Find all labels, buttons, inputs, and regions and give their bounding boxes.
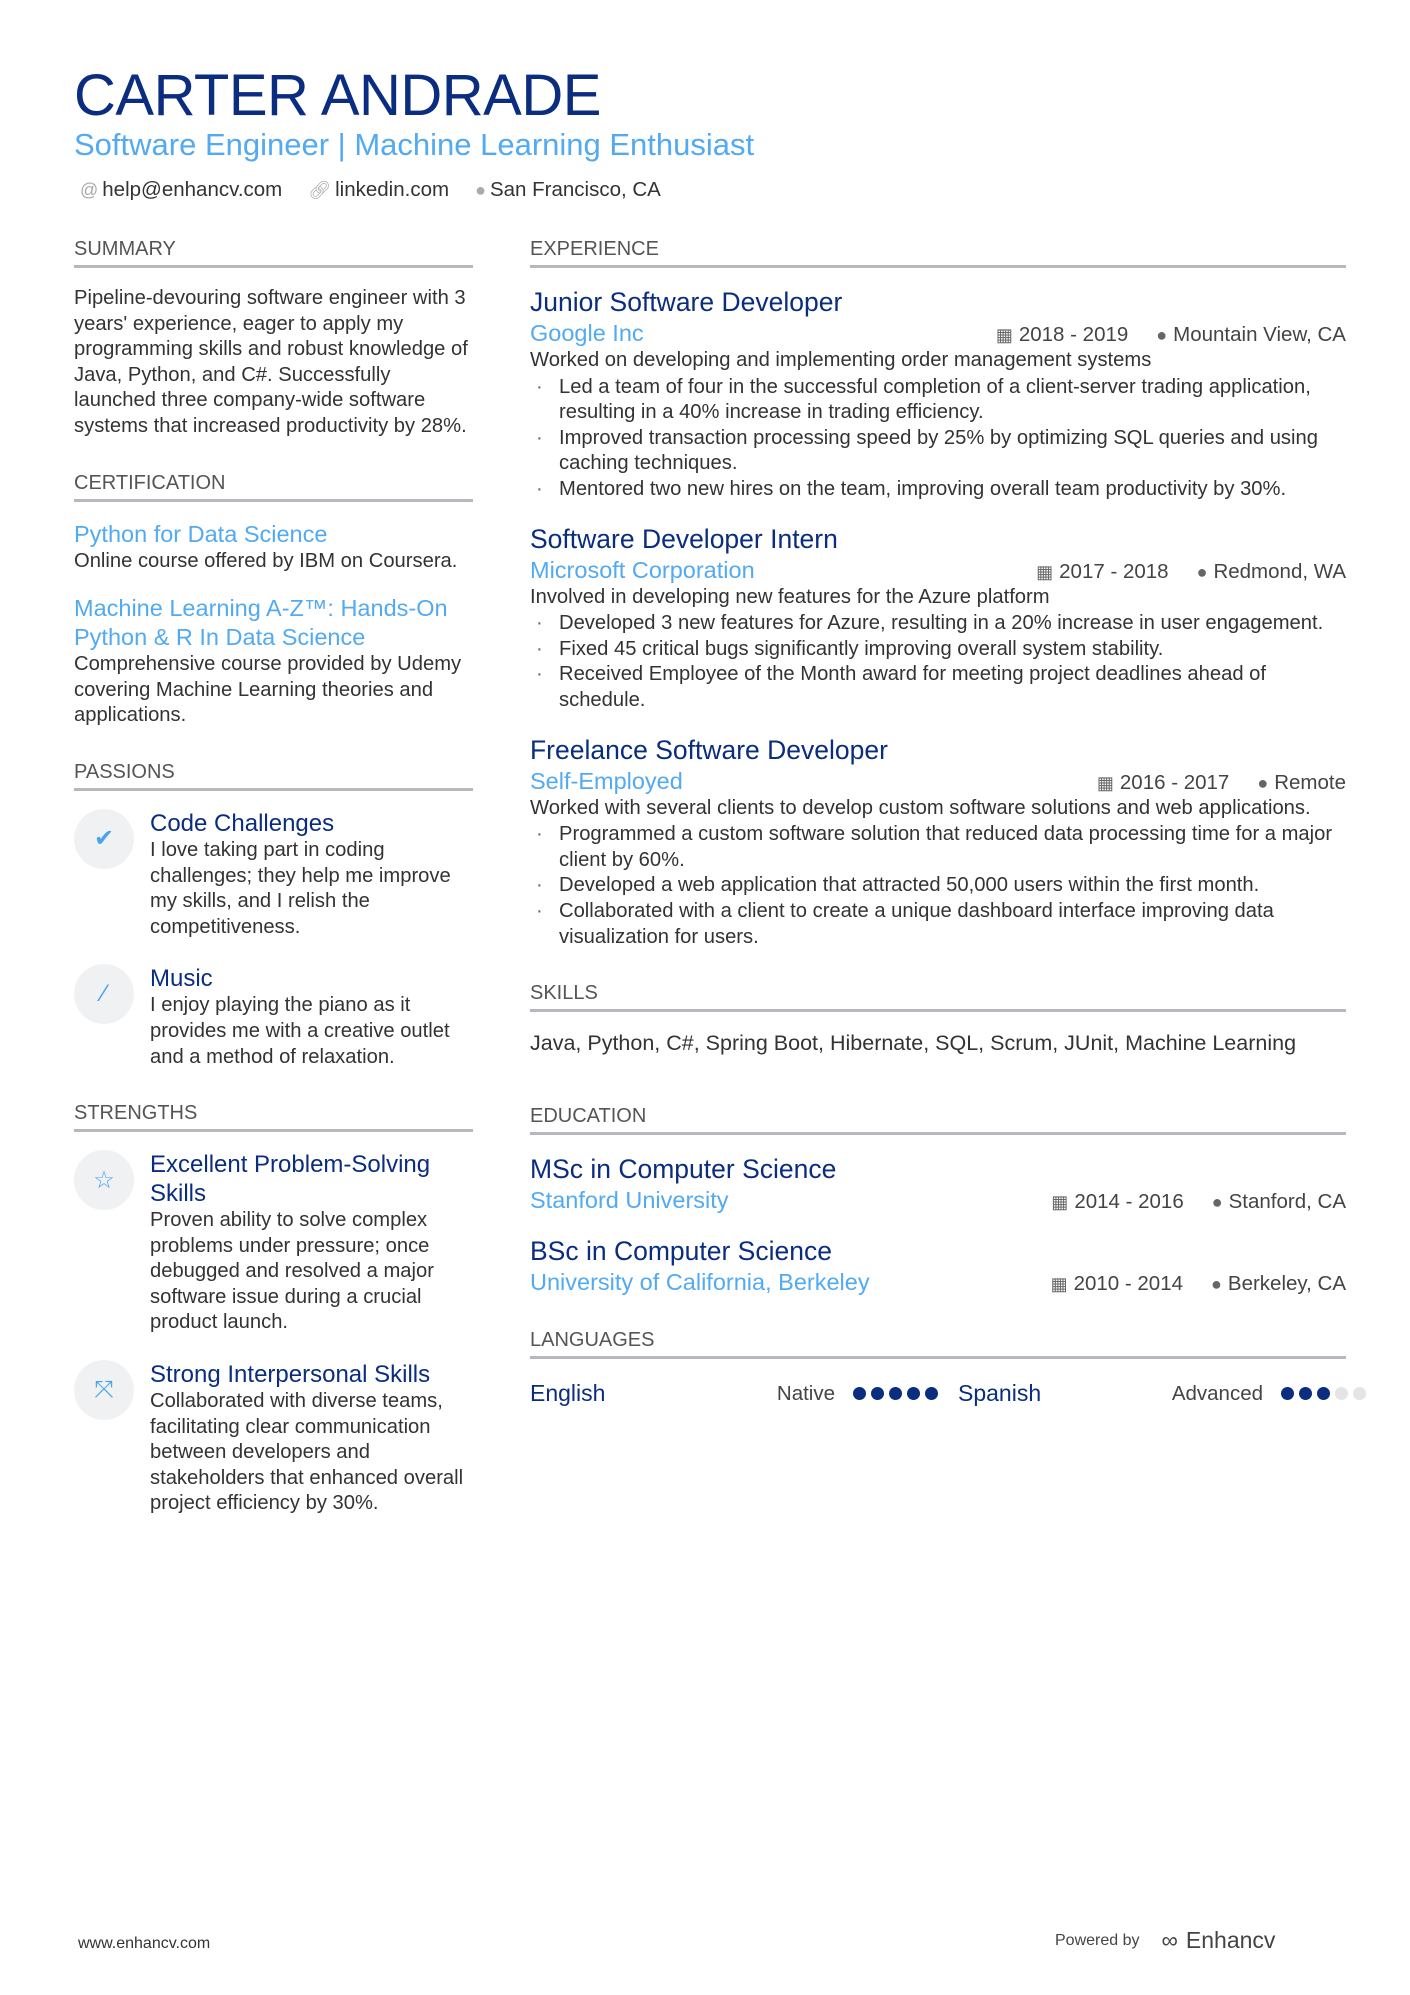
strength-item <box>74 1360 473 1517</box>
language-level: Native <box>776 1381 835 1405</box>
section-heading: EXPERIENCE <box>530 238 1346 268</box>
section-heading: LANGUAGES <box>530 1329 1346 1359</box>
right-column <box>530 238 1346 1442</box>
job-bullet: · Mentored two new hires on the team, improving overall team productivity by 30%. <box>530 477 1346 503</box>
footer-branding <box>1055 1927 1275 1954</box>
language-name: Spanish <box>958 1380 1042 1407</box>
handshake-icon: ⤧ <box>74 1360 134 1420</box>
cert-desc: Comprehensive course provided by Udemy covering Machine Learning theories and applications. <box>74 653 462 727</box>
check-icon: ✔ <box>74 809 134 869</box>
job-bullet: · Led a team of four in the successful completion of a client-server trading application, resulting in a 40% increase in trading efficiency. <box>530 375 1346 426</box>
strengths-section <box>74 1102 473 1517</box>
job-location: ● Mountain View, CA <box>1156 323 1346 346</box>
job-entry <box>530 734 1346 951</box>
company-name: Google Inc <box>530 320 644 346</box>
education-section <box>530 1105 1346 1297</box>
candidate-name: CARTER ANDRADE <box>74 63 601 128</box>
rating-dot <box>1353 1387 1366 1400</box>
section-heading: PASSIONS <box>74 761 473 791</box>
passion-desc: I enjoy playing the piano as it provides me with a creative outlet and a method of relaxation. <box>150 994 450 1068</box>
link-icon: 🔗︎ <box>308 180 332 200</box>
footer-site[interactable]: www.enhancv.com <box>78 1935 211 1952</box>
languages-section <box>530 1329 1346 1410</box>
skills-text: Java, Python, C#, Spring Boot, Hibernate, SQL, Scrum, JUnit, Machine Learning <box>530 1031 1297 1056</box>
education-entry <box>530 1153 1346 1215</box>
degree: MSc in Computer Science <box>530 1154 837 1185</box>
edu-location: ● Berkeley, CA <box>1211 1272 1346 1296</box>
job-title: Freelance Software Developer <box>530 734 888 765</box>
calendar-icon: ▦ <box>1050 1274 1068 1295</box>
degree: BSc in Computer Science <box>530 1236 832 1267</box>
job-bullet: · Fixed 45 critical bugs significantly improving overall system stability. <box>530 637 1346 663</box>
passion-item <box>74 964 473 1070</box>
job-dates: ▦ 2018 - 2019 <box>995 323 1129 346</box>
location-icon: ● <box>1196 561 1208 582</box>
edu-dates: ▦ 2014 - 2016 <box>1051 1190 1184 1214</box>
contact-linkedin[interactable]: 🔗︎ linkedin.com <box>308 178 450 201</box>
rating-dot <box>871 1387 884 1400</box>
location-icon: ● <box>1211 1274 1222 1295</box>
magic-wand-icon: ⁄ <box>74 964 134 1024</box>
calendar-icon: ▦ <box>1051 1192 1069 1213</box>
strength-desc: Collaborated with diverse teams, facilitating clear communication between developers and stakeholders that enhanced overall project efficiency by 30%. <box>150 1390 464 1515</box>
certification-section <box>74 472 473 729</box>
job-bullets <box>530 822 1346 950</box>
section-heading: SUMMARY <box>74 238 473 268</box>
summary-text: Pipeline-devouring software engineer with 3 years' experience, eager to apply my programming skills and robust knowledge of Java, Python, and C#. Successfully launched three company-wide software systems that increased productivity by 28%. <box>74 287 468 437</box>
education-entry <box>530 1235 1346 1297</box>
strength-title: Strong Interpersonal Skills <box>150 1361 431 1389</box>
job-dates: ▦ 2016 - 2017 <box>1096 770 1230 794</box>
job-bullet: · Developed 3 new features for Azure, resulting in a 20% increase in user engagement. <box>530 611 1346 637</box>
job-desc: Involved in developing new features for the Azure platform <box>530 585 1050 608</box>
rating-dot <box>853 1387 866 1400</box>
job-bullet: · Programmed a custom software solution that reduced data processing time for a major client by 60%. <box>530 822 1346 873</box>
job-bullet: · Received Employee of the Month award for meeting project deadlines ahead of schedule. <box>530 662 1346 713</box>
star-icon: ☆ <box>74 1150 134 1210</box>
cert-item <box>74 520 473 575</box>
section-heading: CERTIFICATION <box>74 472 473 502</box>
job-title: Software Developer Intern <box>530 523 838 554</box>
job-bullet: · Collaborated with a client to create a unique dashboard interface improving data visualization for users. <box>530 899 1346 950</box>
job-bullets <box>530 375 1346 503</box>
school-name: University of California, Berkeley <box>530 1269 870 1296</box>
language-rating <box>853 1387 938 1400</box>
skills-section <box>530 982 1346 1057</box>
strength-desc: Proven ability to solve complex problems under pressure; once debugged and resolved a major software issue during a crucial product launch. <box>150 1209 434 1334</box>
enhancv-logo: ∞ Enhancv <box>1161 1927 1276 1953</box>
edu-location: ● Stanford, CA <box>1211 1190 1346 1214</box>
section-heading: STRENGTHS <box>74 1102 473 1132</box>
passion-desc: I love taking part in coding challenges; they help me improve my skills, and I relish the competitiveness. <box>150 838 451 938</box>
calendar-icon: ▦ <box>1096 772 1114 793</box>
location-icon: ● <box>1257 772 1269 793</box>
rating-dot <box>889 1387 902 1400</box>
rating-dot <box>1335 1387 1348 1400</box>
contact-location: ● San Francisco, CA <box>475 178 661 201</box>
at-icon: @ <box>80 180 99 200</box>
summary-section <box>74 238 473 440</box>
passion-title: Music <box>150 965 213 993</box>
passions-section <box>74 761 473 1070</box>
strength-title: Excellent Problem-Solving Skills <box>150 1151 431 1208</box>
rating-dot <box>925 1387 938 1400</box>
cert-title: Machine Learning A-Z™: Hands-On Python & R In Data Science <box>74 595 448 651</box>
school-name: Stanford University <box>530 1187 729 1214</box>
candidate-title: Software Engineer | Machine Learning Enthusiast <box>74 127 755 162</box>
location-icon: ● <box>1156 325 1168 345</box>
infinity-icon: ∞ <box>1161 1927 1178 1953</box>
passion-item <box>74 809 473 940</box>
contact-email[interactable]: @ help@enhancv.com <box>80 178 283 201</box>
location-icon: ● <box>475 180 486 200</box>
left-column <box>74 238 473 1549</box>
company-name: Microsoft Corporation <box>530 556 755 583</box>
calendar-icon: ▦ <box>995 325 1013 345</box>
job-location: ● Remote <box>1257 770 1346 794</box>
language-level: Advanced <box>1171 1381 1263 1405</box>
section-heading: SKILLS <box>530 982 1346 1012</box>
job-title: Junior Software Developer <box>530 287 843 317</box>
experience-section <box>530 238 1346 950</box>
cert-item <box>74 594 473 729</box>
rating-dot <box>1299 1387 1312 1400</box>
section-heading: EDUCATION <box>530 1105 1346 1135</box>
job-dates: ▦ 2017 - 2018 <box>1036 559 1169 583</box>
passion-title: Code Challenges <box>150 809 335 837</box>
powered-by: Powered by <box>1055 1931 1140 1949</box>
location-icon: ● <box>1211 1192 1223 1213</box>
language-item <box>530 1377 938 1410</box>
cert-title: Python for Data Science <box>74 520 328 547</box>
rating-dot <box>1317 1387 1330 1400</box>
calendar-icon: ▦ <box>1036 561 1054 582</box>
job-desc: Worked with several clients to develop custom software solutions and web applications. <box>530 796 1311 819</box>
job-location: ● Redmond, WA <box>1196 559 1346 583</box>
rating-dot <box>1281 1387 1294 1400</box>
language-name: English <box>530 1380 606 1407</box>
job-bullet: · Developed a web application that attracted 50,000 users within the first month. <box>530 873 1346 899</box>
strength-item <box>74 1150 473 1336</box>
edu-dates: ▦ 2010 - 2014 <box>1050 1272 1184 1296</box>
job-entry <box>530 523 1346 714</box>
job-bullet: · Improved transaction processing speed by 25% by optimizing SQL queries and using caching techniques. <box>530 426 1346 477</box>
job-bullets <box>530 611 1346 713</box>
cert-desc: Online course offered by IBM on Coursera. <box>74 549 458 572</box>
job-desc: Worked on developing and implementing order management systems <box>530 349 1152 371</box>
language-item <box>958 1377 1366 1410</box>
contact-info <box>80 178 661 202</box>
rating-dot <box>907 1387 920 1400</box>
language-rating <box>1281 1387 1366 1400</box>
company-name: Self-Employed <box>530 767 683 794</box>
job-entry <box>530 286 1346 503</box>
